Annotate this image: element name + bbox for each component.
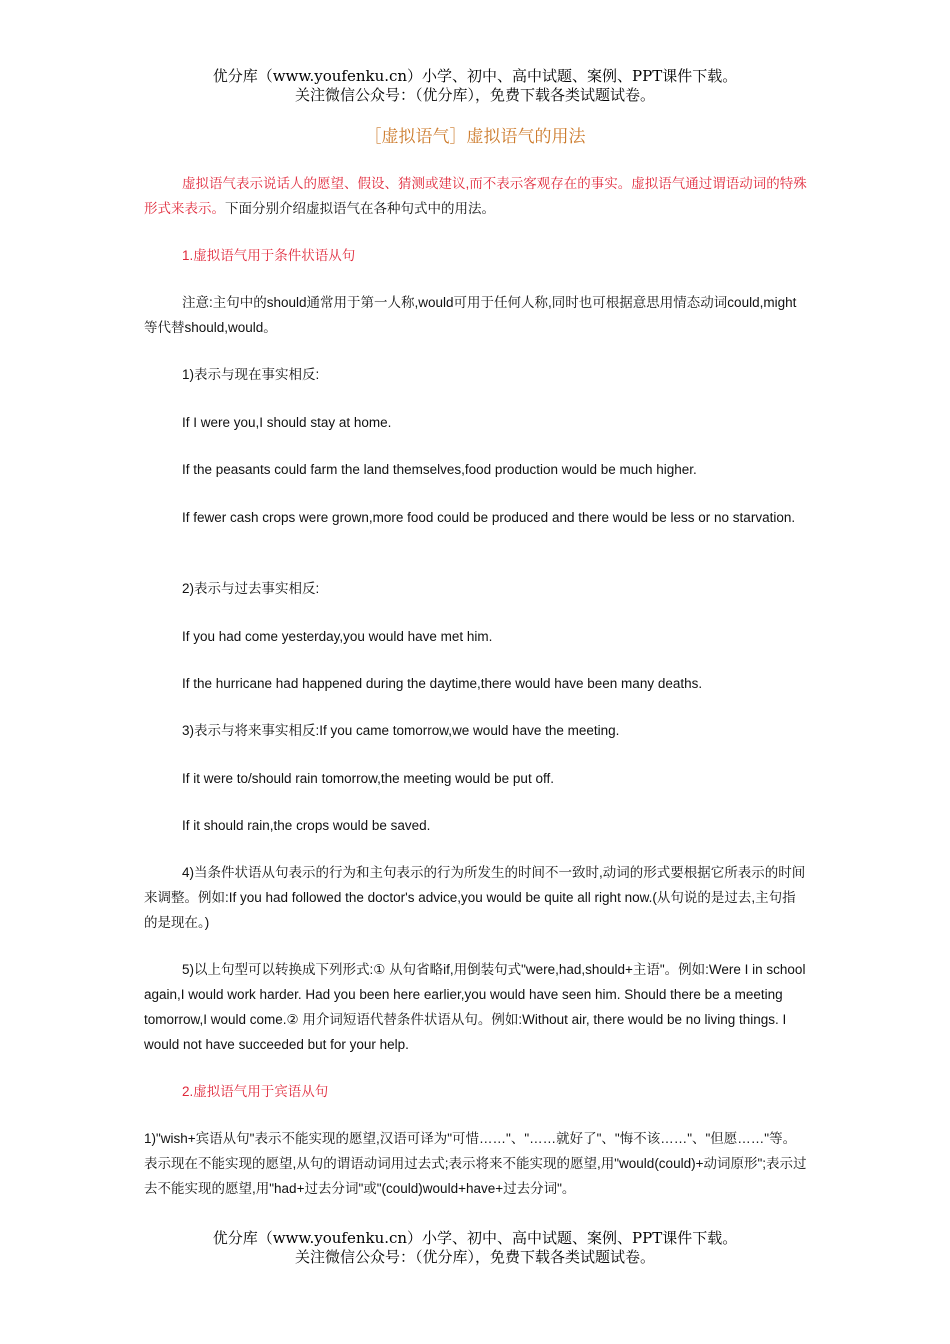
- example-sentence: If the peasants could farm the land themselves,food production would be much higher.: [182, 462, 697, 477]
- example-sentence: If it should rain,the crops would be saved.: [182, 818, 431, 833]
- header-line-1: 优分库（www.youfenku.cn）小学、初中、高中试题、案例、PPT课件下载。: [212, 67, 738, 85]
- section-1-point-1-title: 1)表示与现在事实相反:: [182, 367, 320, 382]
- footer-line-2: 关注微信公众号：（优分库），免费下载各类试题试卷。: [294, 1248, 655, 1266]
- section-1-note: 注意:主句中的should通常用于第一人称,would可用于任何人称,同时也可根据意思用情态动词could,might等代替should,would。: [144, 295, 797, 335]
- section-1-point-4: 4)当条件状语从句表示的行为和主句表示的行为所发生的时间不一致时,动词的形式要根据它所表示的时间来调整。例如:If you had followed the doctor's advice,you would be quite all right now.(从句说的是过去,主句指的是现在。): [144, 865, 806, 930]
- example-sentence: If I were you,I should stay at home.: [182, 415, 392, 430]
- example-sentence: If the hurricane had happened during the daytime,there would have been many deaths.: [182, 676, 703, 691]
- intro-black-text: 下面分别介绍虚拟语气在各种句式中的用法。: [225, 201, 495, 216]
- section-2-point-1: 1)"wish+宾语从句"表示不能实现的愿望,汉语可译为"可惜……"、"……就好了"、"悔不该……"、"但愿……"等。表示现在不能实现的愿望,从句的谓语动词用过去式;表示将来不能实现的愿望,用"would(could)+动词原形";表示过去不能实现的愿望,用"had+过去分词"或"(could)would+have+过去分词"。: [144, 1131, 807, 1196]
- section-1-heading: 1.虚拟语气用于条件状语从句: [182, 248, 356, 263]
- intro-paragraph: [144, 171, 808, 221]
- document-title: ［虚拟语气］虚拟语气的用法: [364, 127, 586, 147]
- header-line-2: 关注微信公众号：（优分库），免费下载各类试题试卷。: [294, 86, 655, 104]
- section-1-point-3: 3)表示与将来事实相反:If you came tomorrow,we would have the meeting.: [182, 723, 620, 738]
- intro-red-text: 虚拟语气表示说话人的愿望、假设、猜测或建议,而不表示客观存在的事实。虚拟语气通过谓语动词的特殊形式来表示。: [144, 176, 807, 216]
- page-header: [0, 67, 950, 105]
- page-footer: [0, 1229, 950, 1267]
- section-1-point-2-title: 2)表示与过去事实相反:: [182, 581, 320, 596]
- example-sentence: If it were to/should rain tomorrow,the meeting would be put off.: [182, 771, 554, 786]
- section-1-point-5: 5)以上句型可以转换成下列形式:① 从句省略if,用倒装句式"were,had,should+主语"。例如:Were I in school again,I would work harder. Had you been here earlier,you would have seen him. Should there be a meeting tomorrow,I would come.② 用介词短语代替条件状语从句。例如:Without air, there would be no living things. I would not have succeeded but for your help.: [144, 962, 806, 1052]
- example-sentence: If you had come yesterday,you would have met him.: [182, 629, 493, 644]
- section-2-heading: 2.虚拟语气用于宾语从句: [182, 1084, 329, 1099]
- example-sentence: If fewer cash crops were grown,more food could be produced and there would be less or no starvation.: [182, 510, 796, 525]
- footer-line-1: 优分库（www.youfenku.cn）小学、初中、高中试题、案例、PPT课件下载。: [212, 1229, 738, 1247]
